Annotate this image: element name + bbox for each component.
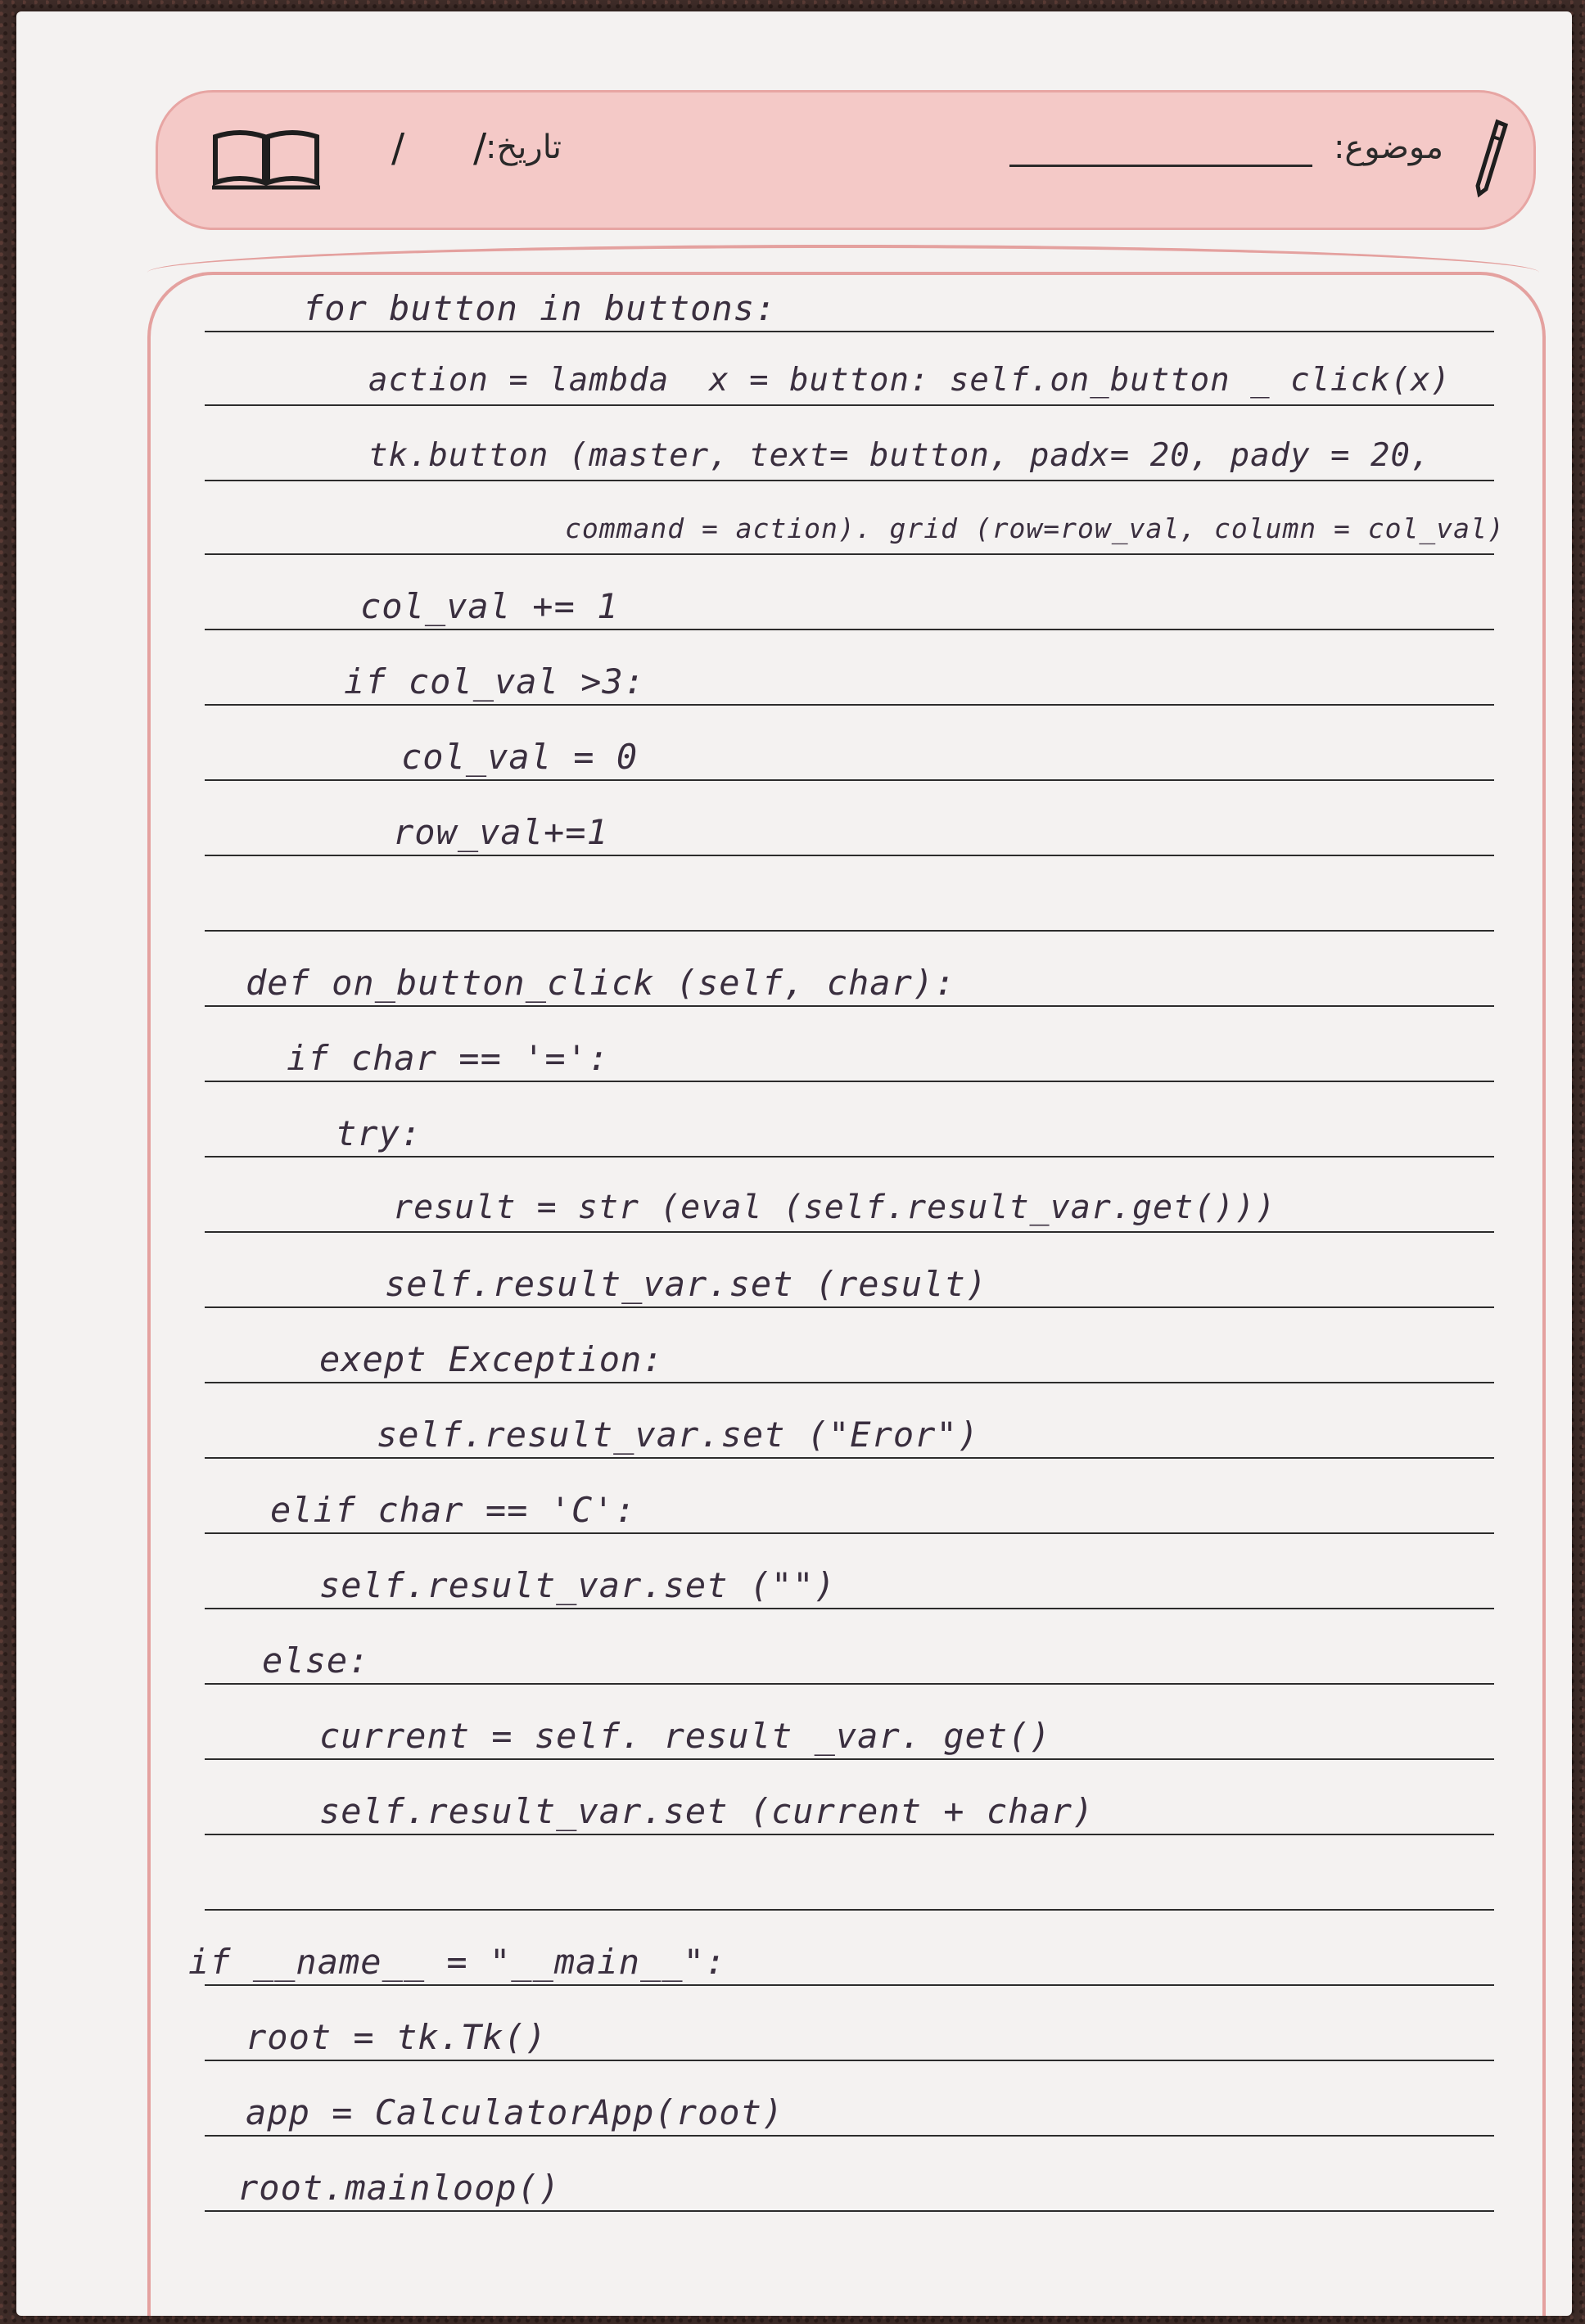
ruled-line — [205, 629, 1494, 630]
ruled-line — [205, 1532, 1494, 1534]
date-separator: / — [391, 125, 405, 171]
code-line: tk.button (master, text= button, padx= 20, pady = 20, — [368, 437, 1431, 474]
pen-icon — [1470, 117, 1510, 199]
code-line: if col_val >3: — [344, 661, 646, 702]
ruled-line — [205, 1306, 1494, 1308]
code-line: elif char == 'C': — [270, 1490, 636, 1530]
date-separator: / — [473, 125, 487, 171]
ruled-line — [205, 2060, 1494, 2061]
ruled-line — [205, 1081, 1494, 1082]
ruled-line — [205, 480, 1494, 481]
ruled-line — [205, 404, 1494, 406]
ruled-line — [205, 2135, 1494, 2137]
ruled-line — [205, 1005, 1494, 1007]
header-divider — [147, 245, 1539, 273]
ruled-line — [205, 2210, 1494, 2212]
ruled-line — [205, 1156, 1494, 1157]
ruled-line — [205, 855, 1494, 856]
code-line: root.mainloop() — [237, 2168, 561, 2208]
code-line: def on_button_click (self, char): — [246, 963, 956, 1003]
ruled-line — [205, 1834, 1494, 1835]
subject-underline — [1009, 165, 1312, 167]
code-line: col_val += 1 — [360, 586, 619, 626]
subject-label: موضوع: — [1333, 129, 1443, 166]
code-line: self.result_var.set ("Eror") — [377, 1415, 980, 1455]
ruled-line — [205, 1382, 1494, 1383]
ruled-line — [205, 1909, 1494, 1911]
code-line: self.result_var.set (result) — [385, 1264, 988, 1304]
code-line: action = lambda x = button: self.on_button _ click(x) — [368, 362, 1451, 399]
code-line: exept Exception: — [319, 1339, 664, 1379]
ruled-line — [205, 1758, 1494, 1760]
code-line: result = str (eval (self.result_var.get())) — [393, 1189, 1276, 1226]
code-line: app = CalculatorApp(root) — [246, 2092, 784, 2132]
code-line: else: — [262, 1640, 370, 1681]
code-line: try: — [336, 1113, 422, 1153]
ruled-line — [205, 1683, 1494, 1685]
ruled-line — [205, 1608, 1494, 1609]
code-line: self.result_var.set ("") — [319, 1565, 836, 1605]
ruled-line — [205, 553, 1494, 555]
page-header — [156, 90, 1536, 230]
ruled-line — [205, 930, 1494, 932]
ruled-line — [205, 1984, 1494, 1986]
code-line: if char == '=': — [287, 1038, 610, 1078]
code-line: command = action). grid (row=row_val, column = col_val) — [565, 512, 1505, 544]
code-line: if __name__ = "__main__": — [188, 1942, 727, 1982]
code-line: current = self. result _var. get() — [319, 1716, 1051, 1756]
ruled-line — [205, 779, 1494, 781]
ruled-line — [205, 331, 1494, 332]
code-line: root = tk.Tk() — [246, 2017, 548, 2057]
code-line: row_val+=1 — [393, 812, 608, 852]
ruled-line — [205, 704, 1494, 706]
open-book-icon — [209, 125, 323, 191]
ruled-line — [205, 1457, 1494, 1459]
notebook-page — [16, 11, 1572, 2316]
code-line: for button in buttons: — [303, 288, 777, 328]
date-label: تاريخ: — [485, 129, 562, 166]
code-line: col_val = 0 — [401, 737, 639, 777]
code-line: self.result_var.set (current + char) — [319, 1791, 1095, 1831]
ruled-line — [205, 1231, 1494, 1233]
